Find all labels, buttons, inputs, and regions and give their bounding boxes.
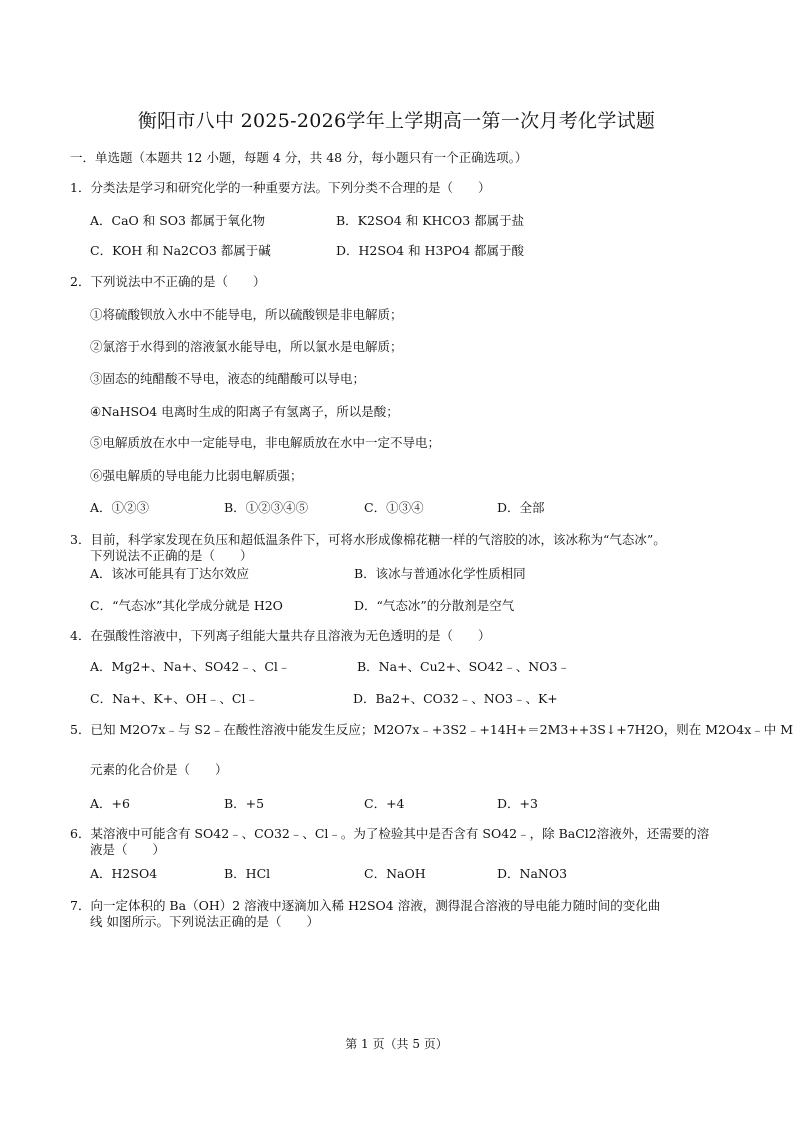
question-2-option-b: B．①②③④⑤ — [224, 500, 309, 515]
question-5-option-b: B．+5 — [224, 796, 265, 811]
question-2-statement-1: ①将硫酸钡放入水中不能导电，所以硫酸钡是非电解质； — [90, 307, 403, 322]
question-3-option-d: D．“气态冰”的分散剂是空气 — [354, 598, 515, 613]
question-4-stem: 4．在强酸性溶液中，下列离子组能大量共存且溶液为无色透明的是（ ） — [70, 628, 491, 643]
question-2-statement-5: ⑤电解质放在水中一定能导电，非电解质放在水中一定不导电； — [90, 435, 441, 450]
question-2-option-d: D．全部 — [497, 500, 545, 515]
question-4-option-c: C．Na+、K+、OH﹣、Cl﹣ — [90, 691, 258, 706]
question-4-option-b: B．Na+、Cu2+、SO42﹣、NO3﹣ — [357, 659, 570, 674]
question-6-option-b: B．HCl — [224, 866, 271, 881]
question-1-option-b: B．K2SO4 和 KHCO3 都属于盐 — [336, 213, 525, 228]
question-3-option-a: A．该冰可能具有丁达尔效应 — [90, 566, 250, 581]
question-5-option-d: D．+3 — [497, 796, 538, 811]
question-2-statement-2: ②氯溶于水得到的溶液氯水能导电，所以氯水是电解质； — [90, 339, 403, 354]
question-3-stem-line-1: 3．目前，科学家发现在负压和超低温条件下，可将水形成像棉花糖一样的气溶胶的冰，该冰称为“气态冰”。 — [70, 532, 666, 547]
question-1-option-d: D．H2SO4 和 H3PO4 都属于酸 — [336, 243, 525, 258]
question-3-stem-line-2: 下列说法不正确的是（ ） — [90, 548, 253, 563]
question-2-stem: 2．下列说法中不正确的是（ ） — [70, 274, 266, 289]
question-2-option-a: A．①②③ — [90, 500, 150, 515]
question-4-option-a: A．Mg2+、Na+、SO42﹣、Cl﹣ — [90, 659, 291, 674]
question-1-option-a: A．CaO 和 SO3 都属于氧化物 — [90, 213, 265, 228]
question-1-option-c: C．KOH 和 Na2CO3 都属于碱 — [90, 243, 271, 258]
question-6-stem-line-2: 液是（ ） — [90, 842, 166, 857]
question-6-option-d: D．NaNO3 — [497, 866, 568, 881]
question-2-option-c: C．①③④ — [364, 500, 424, 515]
question-3-option-c: C．“气态冰”其化学成分就是 H2O — [90, 598, 283, 613]
question-7-stem-line-1: 7．向一定体积的 Ba（OH）2 溶液中逐滴加入稀 H2SO4 溶液，测得混合溶液的导电能力随时间的变化曲 — [70, 898, 661, 913]
question-6-stem-line-1: 6．某溶液中可能含有 SO42﹣、CO32﹣、Cl﹣。为了检验其中是否含有 SO42﹣，除 BaCl2溶液外，还需要的溶 — [70, 826, 710, 841]
question-5-option-c: C．+4 — [364, 796, 405, 811]
question-4-option-d: D．Ba2+、CO32﹣、NO3﹣、K+ — [353, 691, 558, 706]
question-1-stem: 1．分类法是学习和研究化学的一种重要方法。下列分类不合理的是（ ） — [70, 180, 491, 195]
question-6-option-a: A．H2SO4 — [90, 866, 158, 881]
question-5-option-a: A．+6 — [90, 796, 130, 811]
question-5-stem-line-1: 5．已知 M2O7x﹣与 S2﹣在酸性溶液中能发生反应；M2O7x﹣+3S2﹣+14H+＝2M3++3S↓+7H2O，则在 M2O4x﹣中 M — [70, 722, 793, 737]
question-2-statement-6: ⑥强电解质的导电能力比弱电解质强； — [90, 468, 303, 483]
question-6-option-c: C．NaOH — [364, 866, 426, 881]
question-2-statement-3: ③固态的纯醋酸不导电，液态的纯醋酸可以导电； — [90, 371, 366, 386]
question-7-stem-line-2: 线 如图所示。下列说法正确的是（ ） — [90, 914, 319, 929]
question-5-stem-line-2: 元素的化合价是（ ） — [90, 762, 228, 777]
page-title: 衡阳市八中 2025-2026学年上学期高一第一次月考化学试题 — [137, 110, 656, 132]
question-3-option-b: B．该冰与普通冰化学性质相同 — [354, 566, 526, 581]
section-heading: 一．单选题（本题共 12 小题，每题 4 分，共 48 分，每小题只有一个正确选项。） — [70, 150, 528, 165]
question-2-statement-4: ④NaHSO4 电离时生成的阳离子有氢离子，所以是酸； — [90, 404, 399, 419]
page-footer: 第 1 页（共 5 页） — [345, 1037, 448, 1051]
